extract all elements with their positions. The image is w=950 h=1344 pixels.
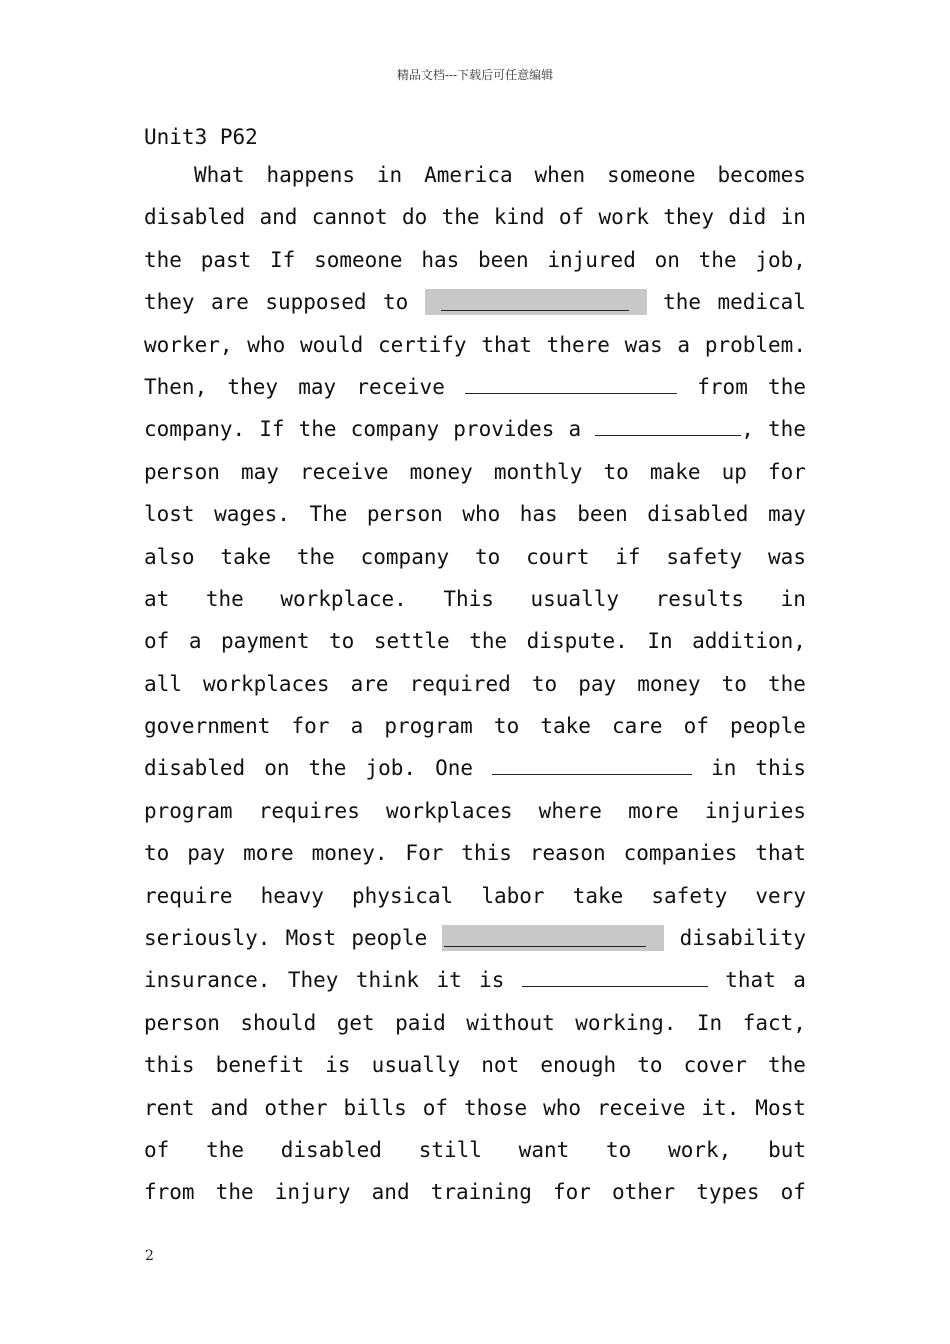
word: job. — [365, 756, 417, 781]
word: disabled — [280, 1137, 382, 1162]
blank-line — [442, 925, 664, 951]
word: the — [298, 417, 337, 442]
word: up — [721, 459, 747, 484]
word: it — [436, 968, 462, 993]
text-line — [144, 1002, 806, 1044]
word: kind — [493, 205, 545, 230]
word: to — [603, 459, 629, 484]
word: past — [200, 247, 252, 272]
word: provides — [453, 417, 555, 442]
blank-underline — [444, 926, 646, 947]
word: receive — [356, 374, 445, 399]
word: work — [598, 205, 650, 230]
word: the — [205, 586, 244, 611]
page-header: 精品文档---下载后可任意编辑 — [396, 68, 554, 82]
word: to — [493, 714, 520, 739]
word: pay — [187, 841, 226, 866]
word: bills — [343, 1095, 407, 1120]
word: problem. — [704, 332, 806, 357]
word: require — [144, 883, 233, 908]
text-line — [144, 1129, 806, 1171]
word: also — [144, 544, 195, 569]
word: companies — [623, 841, 738, 866]
word: those — [463, 1095, 528, 1120]
word: person — [144, 459, 220, 484]
blank-underline — [441, 290, 629, 311]
word: get — [336, 1010, 375, 1035]
word: are — [350, 671, 389, 696]
text-line — [144, 239, 806, 281]
word: in — [711, 756, 737, 781]
word: Then, — [144, 374, 208, 399]
word: to — [474, 544, 501, 569]
word: settle — [373, 629, 450, 654]
text-line — [144, 1087, 806, 1129]
word: , — [741, 417, 754, 442]
word: take — [220, 544, 271, 569]
text-line — [144, 578, 806, 620]
fill-in-blank — [442, 925, 664, 951]
word: the — [767, 671, 806, 696]
word: they — [663, 205, 714, 230]
word: very — [755, 883, 806, 908]
text-line — [144, 366, 806, 408]
page-number: 2 — [145, 1248, 154, 1264]
word: company. — [144, 417, 246, 442]
word: to — [329, 629, 355, 654]
word: program — [384, 714, 473, 739]
word: the — [215, 1180, 254, 1205]
word: dispute. — [526, 629, 628, 654]
blank-line — [492, 754, 692, 775]
word: monthly — [493, 459, 583, 484]
word: receive — [299, 459, 389, 484]
text-line — [144, 620, 806, 662]
word: are — [211, 290, 249, 315]
word: take — [572, 883, 624, 908]
word: who — [247, 332, 286, 357]
word: it. — [701, 1095, 740, 1120]
word: In — [647, 629, 673, 654]
word: was — [768, 544, 806, 569]
fill-in-blank — [492, 758, 692, 779]
word: to — [144, 841, 170, 866]
blank-line — [425, 289, 647, 315]
word: training — [430, 1180, 532, 1205]
word: What — [194, 163, 245, 187]
word: on — [654, 247, 680, 272]
word: The — [309, 502, 348, 527]
word: people — [351, 926, 428, 951]
fill-in-blank — [595, 408, 754, 450]
word: labor — [481, 883, 545, 908]
word: worker, — [144, 332, 233, 357]
word: cover — [683, 1053, 747, 1078]
word: Most — [285, 926, 337, 951]
word: seriously. — [144, 926, 271, 951]
word: of — [558, 205, 585, 230]
word: this — [755, 756, 806, 781]
word: insurance. — [144, 968, 271, 993]
text-line — [144, 408, 806, 450]
word: happens — [266, 163, 355, 187]
word: people — [730, 714, 806, 739]
word: the — [767, 1053, 806, 1078]
word: injuries — [704, 798, 806, 823]
unit-title: Unit3 P62 — [144, 125, 258, 149]
word: the — [469, 629, 508, 654]
word: to — [606, 1137, 632, 1162]
word: to — [531, 671, 558, 696]
word: may — [298, 374, 337, 399]
word: lost — [144, 502, 195, 527]
word: results — [655, 586, 745, 611]
word: supposed — [265, 290, 367, 315]
word: is — [325, 1053, 351, 1078]
word: a — [350, 714, 364, 739]
word: has — [519, 502, 558, 527]
text-line — [144, 196, 806, 238]
word: other — [264, 1095, 328, 1120]
word: other — [611, 1180, 676, 1205]
word: the — [768, 417, 806, 442]
word: may — [240, 459, 279, 484]
word: cannot — [311, 205, 388, 230]
word: usually — [371, 1053, 461, 1078]
word: in — [780, 586, 806, 611]
word: the — [308, 756, 347, 781]
word: of — [144, 629, 170, 654]
word: has — [421, 247, 460, 272]
word: take — [540, 714, 591, 739]
word: For — [405, 841, 444, 866]
word: but — [768, 1137, 806, 1162]
word: more — [628, 798, 679, 823]
fill-in-blank — [425, 289, 647, 315]
text-line — [144, 536, 806, 578]
word: they — [144, 290, 195, 315]
text-line — [144, 917, 806, 959]
word: America — [424, 163, 513, 187]
text-line — [144, 663, 806, 705]
word: receive — [596, 1095, 686, 1120]
word: person — [366, 502, 443, 527]
word: a — [188, 629, 202, 654]
word: money — [409, 459, 473, 484]
word: think — [355, 968, 420, 993]
word: not — [481, 1053, 520, 1078]
word: money — [637, 671, 701, 696]
word: fact, — [742, 1010, 806, 1035]
word: workplaces — [386, 798, 513, 823]
word: If — [270, 247, 296, 272]
word: the — [768, 374, 806, 399]
word: of — [780, 1180, 806, 1205]
word: injury — [274, 1180, 351, 1205]
word: the — [663, 290, 702, 315]
word: a — [677, 332, 691, 357]
word: still — [418, 1137, 482, 1162]
word: and — [210, 1095, 249, 1120]
word: a — [793, 968, 806, 993]
word: reason — [529, 841, 606, 866]
word: the — [698, 247, 737, 272]
word: disability — [679, 926, 806, 951]
word: They — [287, 968, 339, 993]
word: paid — [395, 1010, 446, 1035]
word: the — [206, 1137, 244, 1162]
word: of — [144, 1137, 170, 1162]
word: payment — [220, 629, 310, 654]
word: money. — [311, 841, 388, 866]
word: person — [144, 1010, 220, 1035]
word: been — [478, 247, 529, 272]
word: someone — [607, 163, 696, 187]
word: from — [144, 1180, 195, 1205]
word: to — [382, 290, 409, 315]
word: more — [243, 841, 294, 866]
word: program — [144, 798, 233, 823]
word: for — [291, 714, 330, 739]
word: want — [518, 1137, 570, 1162]
word: and — [371, 1180, 410, 1205]
word: workplace. — [280, 586, 407, 611]
word: on — [264, 756, 290, 781]
blank-line — [522, 966, 708, 987]
word: care — [611, 714, 663, 739]
text-line — [144, 1044, 806, 1086]
word: Most — [755, 1095, 806, 1120]
word: there — [546, 332, 610, 357]
word: make — [649, 459, 701, 484]
word: who — [462, 502, 501, 527]
fill-in-blank — [522, 970, 708, 991]
word: without — [466, 1010, 555, 1035]
blank-line — [465, 373, 677, 394]
fill-in-blank — [465, 377, 677, 398]
word: physical — [352, 883, 454, 908]
text-line — [144, 493, 806, 535]
text-line — [144, 705, 806, 747]
document-body — [144, 120, 806, 1214]
word: enough — [540, 1053, 617, 1078]
word: that — [725, 968, 776, 993]
word: types — [696, 1180, 760, 1205]
word: that — [481, 332, 532, 357]
word: the — [144, 247, 182, 272]
text-line — [144, 959, 806, 1001]
word: to — [637, 1053, 663, 1078]
word: required — [409, 671, 511, 696]
word: requires — [258, 798, 360, 823]
word: the — [296, 544, 335, 569]
text-line — [144, 451, 806, 493]
word: medical — [717, 290, 806, 315]
text-line — [144, 747, 806, 789]
text-line — [144, 790, 806, 832]
word: this — [461, 841, 512, 866]
word: certify — [378, 332, 467, 357]
word: who — [543, 1095, 582, 1120]
word: safety — [666, 544, 743, 569]
word: addition, — [692, 629, 806, 654]
word: for — [767, 459, 806, 484]
word: safety — [651, 883, 728, 908]
word: workplaces — [203, 671, 330, 696]
word: should — [240, 1010, 317, 1035]
word: that — [755, 841, 806, 866]
word: disabled — [144, 756, 246, 781]
word: pay — [578, 671, 617, 696]
word: been — [577, 502, 628, 527]
word: disabled — [647, 502, 749, 527]
word: In — [696, 1010, 723, 1035]
word: if — [615, 544, 641, 569]
word: heavy — [260, 883, 324, 908]
text-line — [144, 281, 806, 323]
word: If — [259, 417, 285, 442]
word: did — [728, 205, 767, 230]
text-line — [144, 875, 806, 917]
word: may — [767, 502, 806, 527]
word: company — [360, 544, 450, 569]
word: rent — [144, 1095, 195, 1120]
word: for — [552, 1180, 591, 1205]
word: a — [568, 417, 582, 442]
word: job, — [755, 247, 806, 272]
word: in — [780, 205, 806, 230]
word: becomes — [717, 163, 806, 187]
word: of — [683, 714, 709, 739]
word: do — [401, 205, 428, 230]
blank-line — [595, 415, 741, 436]
word: the — [441, 205, 480, 230]
word: disabled — [144, 205, 246, 230]
word: court — [526, 544, 590, 569]
word: wages. — [214, 502, 290, 527]
word: One — [435, 756, 474, 781]
text-line — [144, 832, 806, 874]
word: where — [538, 798, 602, 823]
word: of — [422, 1095, 448, 1120]
word: This — [443, 586, 494, 611]
passage — [144, 154, 806, 1214]
word: when — [534, 163, 586, 187]
word: injured — [547, 247, 636, 272]
text-line — [144, 324, 806, 366]
word: all — [144, 671, 182, 696]
word: would — [300, 332, 364, 357]
text-line — [144, 154, 806, 196]
text-line — [144, 1171, 806, 1213]
word: and — [259, 205, 298, 230]
word: company — [350, 417, 440, 442]
word: usually — [530, 586, 620, 611]
word: government — [144, 714, 271, 739]
word: to — [721, 671, 747, 696]
word: was — [624, 332, 663, 357]
word: at — [144, 586, 170, 611]
word: benefit — [215, 1053, 305, 1078]
word: working. — [575, 1010, 677, 1035]
word: in — [376, 163, 403, 187]
word: is — [479, 968, 505, 993]
word: someone — [314, 247, 403, 272]
word: work, — [668, 1137, 732, 1162]
word: from — [697, 374, 748, 399]
word: this — [144, 1053, 195, 1078]
word: they — [227, 374, 278, 399]
